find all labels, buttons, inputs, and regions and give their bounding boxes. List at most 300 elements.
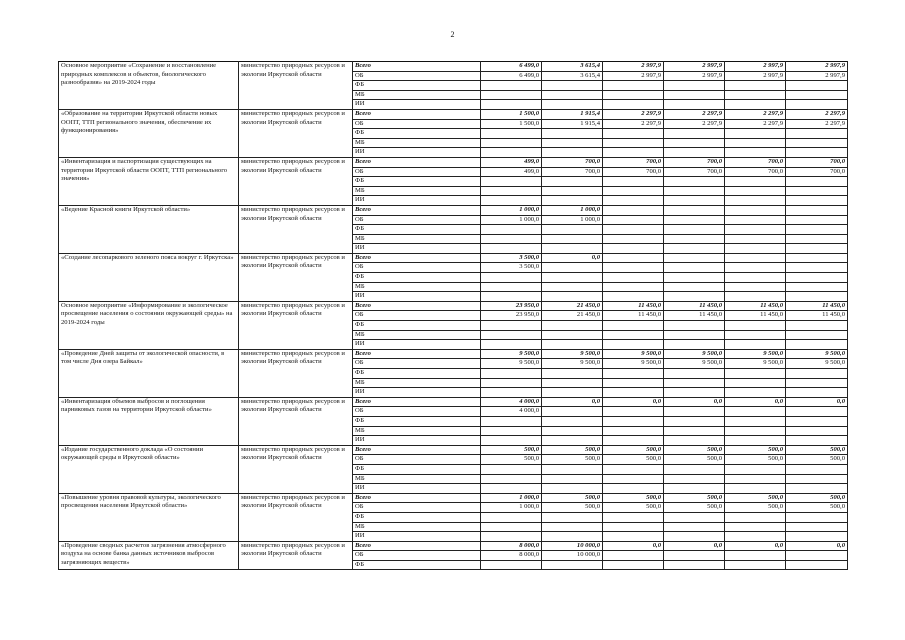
amount-cell: 500,0 <box>542 455 603 465</box>
measure-name: «Инвентаризация объемов выбросов и поглощения парниковых газов на территории Иркутской области» <box>59 397 239 445</box>
amount-cell <box>725 512 786 522</box>
amount-cell <box>603 148 664 158</box>
amount-cell <box>542 532 603 542</box>
funding-source: МБ <box>353 138 481 148</box>
amount-cell <box>542 560 603 570</box>
amount-cell <box>603 532 664 542</box>
funding-source: ОБ <box>353 311 481 321</box>
amount-cell <box>725 551 786 561</box>
amount-cell <box>725 407 786 417</box>
table-row <box>59 301 848 311</box>
amount-cell: 500,0 <box>725 493 786 503</box>
amount-cell: 0,0 <box>603 541 664 551</box>
funding-source: ИИ <box>353 100 481 110</box>
amount-cell: 0,0 <box>603 397 664 407</box>
table-row <box>59 397 848 407</box>
amount-cell: 700,0 <box>542 167 603 177</box>
amount-cell <box>786 244 848 254</box>
amount-cell <box>786 522 848 532</box>
table-row <box>59 349 848 359</box>
amount-cell <box>786 138 848 148</box>
amount-cell: 500,0 <box>664 445 725 455</box>
amount-cell <box>664 321 725 331</box>
table-row <box>59 493 848 503</box>
amount-cell: 0,0 <box>664 397 725 407</box>
amount-cell <box>603 426 664 436</box>
amount-cell <box>786 196 848 206</box>
funding-source: МБ <box>353 522 481 532</box>
amount-cell: 500,0 <box>786 445 848 455</box>
amount-cell <box>664 196 725 206</box>
amount-cell <box>725 244 786 254</box>
amount-cell <box>603 522 664 532</box>
amount-cell <box>725 436 786 446</box>
amount-cell: 2 297,9 <box>725 109 786 119</box>
amount-cell <box>603 330 664 340</box>
amount-cell <box>603 464 664 474</box>
amount-cell <box>664 90 725 100</box>
amount-cell: 500,0 <box>786 455 848 465</box>
funding-source: ОБ <box>353 455 481 465</box>
amount-cell: 2 997,9 <box>664 71 725 81</box>
executor-name: министерство природных ресурсов и экологии Иркутской области <box>239 493 353 541</box>
amount-cell: 500,0 <box>664 455 725 465</box>
amount-cell <box>481 273 542 283</box>
funding-source: ОБ <box>353 263 481 273</box>
funding-source: ФБ <box>353 81 481 91</box>
amount-cell <box>603 263 664 273</box>
amount-cell <box>481 464 542 474</box>
amount-cell <box>542 100 603 110</box>
amount-cell <box>725 560 786 570</box>
amount-cell: 10 000,0 <box>542 541 603 551</box>
amount-cell <box>481 234 542 244</box>
amount-cell <box>603 186 664 196</box>
funding-source: Всего <box>353 109 481 119</box>
amount-cell <box>603 436 664 446</box>
amount-cell <box>481 186 542 196</box>
amount-cell <box>786 177 848 187</box>
funding-source: Всего <box>353 62 481 72</box>
amount-cell <box>786 551 848 561</box>
amount-cell <box>603 244 664 254</box>
table-row <box>59 445 848 455</box>
amount-cell <box>542 484 603 494</box>
amount-cell <box>664 436 725 446</box>
amount-cell: 1 000,0 <box>481 503 542 513</box>
amount-cell: 500,0 <box>542 445 603 455</box>
amount-cell <box>481 436 542 446</box>
amount-cell: 2 997,9 <box>603 71 664 81</box>
amount-cell <box>603 196 664 206</box>
amount-cell: 700,0 <box>725 167 786 177</box>
amount-cell <box>664 282 725 292</box>
amount-cell <box>603 273 664 283</box>
amount-cell <box>603 484 664 494</box>
amount-cell <box>725 148 786 158</box>
amount-cell: 700,0 <box>786 167 848 177</box>
amount-cell: 2 997,9 <box>725 62 786 72</box>
amount-cell <box>542 273 603 283</box>
amount-cell <box>725 292 786 302</box>
amount-cell <box>786 321 848 331</box>
amount-cell <box>664 512 725 522</box>
executor-name: министерство природных ресурсов и экологии Иркутской области <box>239 301 353 349</box>
amount-cell: 2 997,9 <box>786 62 848 72</box>
amount-cell <box>603 321 664 331</box>
executor-name: министерство природных ресурсов и экологии Иркутской области <box>239 397 353 445</box>
executor-name: министерство природных ресурсов и экологии Иркутской области <box>239 109 353 157</box>
amount-cell: 500,0 <box>603 455 664 465</box>
amount-cell <box>481 148 542 158</box>
amount-cell <box>664 388 725 398</box>
amount-cell <box>786 484 848 494</box>
amount-cell <box>786 148 848 158</box>
amount-cell <box>725 129 786 139</box>
amount-cell <box>603 416 664 426</box>
amount-cell: 500,0 <box>603 445 664 455</box>
budget-table-body <box>59 62 848 570</box>
budget-table <box>58 61 848 570</box>
amount-cell: 0,0 <box>786 541 848 551</box>
amount-cell <box>786 100 848 110</box>
amount-cell: 2 297,9 <box>664 109 725 119</box>
amount-cell <box>603 215 664 225</box>
amount-cell: 8 000,0 <box>481 551 542 561</box>
amount-cell <box>481 330 542 340</box>
amount-cell <box>786 330 848 340</box>
amount-cell <box>664 129 725 139</box>
amount-cell: 700,0 <box>603 167 664 177</box>
amount-cell: 700,0 <box>664 167 725 177</box>
amount-cell <box>481 196 542 206</box>
amount-cell: 2 997,9 <box>603 62 664 72</box>
amount-cell <box>603 253 664 263</box>
executor-name: министерство природных ресурсов и экологии Иркутской области <box>239 541 353 570</box>
amount-cell <box>664 148 725 158</box>
amount-cell <box>481 484 542 494</box>
amount-cell <box>786 532 848 542</box>
funding-source: ИИ <box>353 436 481 446</box>
amount-cell: 9 500,0 <box>603 349 664 359</box>
amount-cell <box>542 474 603 484</box>
measure-name: «Проведение Дней защиты от экологической опасности, в том числе Дня озера Байкал» <box>59 349 239 397</box>
funding-source: ИИ <box>353 148 481 158</box>
amount-cell <box>786 225 848 235</box>
amount-cell <box>786 282 848 292</box>
funding-source: ФБ <box>353 321 481 331</box>
amount-cell: 500,0 <box>664 503 725 513</box>
amount-cell <box>542 464 603 474</box>
amount-cell <box>786 273 848 283</box>
amount-cell: 9 500,0 <box>664 359 725 369</box>
amount-cell: 500,0 <box>786 503 848 513</box>
funding-source: ФБ <box>353 560 481 570</box>
funding-source: ИИ <box>353 532 481 542</box>
funding-source: ФБ <box>353 273 481 283</box>
funding-source: Всего <box>353 301 481 311</box>
executor-name: министерство природных ресурсов и экологии Иркутской области <box>239 445 353 493</box>
amount-cell <box>603 292 664 302</box>
amount-cell: 10 000,0 <box>542 551 603 561</box>
amount-cell <box>725 177 786 187</box>
amount-cell <box>542 512 603 522</box>
amount-cell: 2 297,9 <box>786 119 848 129</box>
amount-cell: 11 450,0 <box>603 301 664 311</box>
amount-cell <box>786 186 848 196</box>
amount-cell: 3 615,4 <box>542 71 603 81</box>
amount-cell <box>542 138 603 148</box>
amount-cell: 1 000,0 <box>481 493 542 503</box>
amount-cell <box>481 416 542 426</box>
funding-source: ФБ <box>353 225 481 235</box>
amount-cell: 9 500,0 <box>542 349 603 359</box>
amount-cell: 0,0 <box>786 397 848 407</box>
amount-cell <box>542 234 603 244</box>
amount-cell <box>481 100 542 110</box>
amount-cell <box>664 177 725 187</box>
amount-cell: 500,0 <box>481 455 542 465</box>
page-number: 2 <box>450 30 455 39</box>
amount-cell <box>725 263 786 273</box>
amount-cell <box>481 321 542 331</box>
amount-cell: 21 450,0 <box>542 311 603 321</box>
funding-source: МБ <box>353 282 481 292</box>
amount-cell <box>481 474 542 484</box>
amount-cell <box>603 90 664 100</box>
amount-cell <box>786 340 848 350</box>
amount-cell: 700,0 <box>603 157 664 167</box>
funding-source: Всего <box>353 205 481 215</box>
amount-cell: 11 450,0 <box>664 311 725 321</box>
amount-cell: 700,0 <box>664 157 725 167</box>
amount-cell <box>725 225 786 235</box>
funding-source: МБ <box>353 234 481 244</box>
amount-cell <box>725 100 786 110</box>
amount-cell: 4 000,0 <box>481 397 542 407</box>
amount-cell: 9 500,0 <box>481 359 542 369</box>
amount-cell: 11 450,0 <box>603 311 664 321</box>
amount-cell: 11 450,0 <box>786 311 848 321</box>
amount-cell: 700,0 <box>786 157 848 167</box>
amount-cell <box>786 90 848 100</box>
amount-cell <box>786 129 848 139</box>
amount-cell: 1 000,0 <box>481 215 542 225</box>
amount-cell <box>481 532 542 542</box>
amount-cell: 0,0 <box>664 541 725 551</box>
amount-cell <box>786 436 848 446</box>
amount-cell <box>481 369 542 379</box>
amount-cell: 500,0 <box>664 493 725 503</box>
amount-cell <box>481 90 542 100</box>
funding-source: МБ <box>353 378 481 388</box>
amount-cell <box>542 407 603 417</box>
amount-cell: 500,0 <box>542 493 603 503</box>
amount-cell <box>725 321 786 331</box>
amount-cell <box>542 90 603 100</box>
amount-cell <box>664 407 725 417</box>
amount-cell: 9 500,0 <box>786 359 848 369</box>
amount-cell <box>786 369 848 379</box>
amount-cell <box>664 416 725 426</box>
amount-cell: 2 997,9 <box>786 71 848 81</box>
amount-cell <box>603 378 664 388</box>
amount-cell <box>786 407 848 417</box>
amount-cell <box>664 205 725 215</box>
amount-cell <box>603 138 664 148</box>
amount-cell <box>542 292 603 302</box>
amount-cell <box>725 464 786 474</box>
amount-cell: 2 297,9 <box>725 119 786 129</box>
amount-cell: 0,0 <box>725 541 786 551</box>
amount-cell <box>542 369 603 379</box>
measure-name: «Проведение сводных расчетов загрязнения атмосферного воздуха на основе банка данных источников выбросов загрязняющих веществ» <box>59 541 239 570</box>
amount-cell: 700,0 <box>725 157 786 167</box>
amount-cell: 500,0 <box>725 455 786 465</box>
amount-cell: 500,0 <box>603 503 664 513</box>
amount-cell <box>542 282 603 292</box>
amount-cell: 700,0 <box>542 157 603 167</box>
funding-source: ФБ <box>353 512 481 522</box>
amount-cell <box>481 512 542 522</box>
amount-cell <box>603 474 664 484</box>
amount-cell <box>542 378 603 388</box>
amount-cell <box>786 215 848 225</box>
funding-source: ИИ <box>353 292 481 302</box>
amount-cell: 500,0 <box>542 503 603 513</box>
amount-cell <box>481 138 542 148</box>
funding-source: ОБ <box>353 407 481 417</box>
amount-cell <box>725 186 786 196</box>
measure-name: «Образование на территории Иркутской области новых ООПТ, ТТП регионального значения, обеспечение их функционирования» <box>59 109 239 157</box>
table-row <box>59 62 848 72</box>
measure-name: «Повышение уровня правовой культуры, экологического просвещения населения Иркутской области» <box>59 493 239 541</box>
amount-cell <box>786 205 848 215</box>
amount-cell <box>603 81 664 91</box>
amount-cell: 0,0 <box>542 397 603 407</box>
amount-cell <box>725 90 786 100</box>
amount-cell: 3 500,0 <box>481 263 542 273</box>
amount-cell <box>542 321 603 331</box>
amount-cell: 1 500,0 <box>481 119 542 129</box>
amount-cell: 500,0 <box>603 493 664 503</box>
amount-cell <box>603 388 664 398</box>
amount-cell: 9 500,0 <box>725 359 786 369</box>
amount-cell <box>481 340 542 350</box>
amount-cell <box>664 273 725 283</box>
funding-source: Всего <box>353 349 481 359</box>
funding-source: ОБ <box>353 167 481 177</box>
amount-cell: 9 500,0 <box>786 349 848 359</box>
amount-cell <box>542 129 603 139</box>
amount-cell: 1 000,0 <box>542 215 603 225</box>
funding-source: ОБ <box>353 359 481 369</box>
amount-cell <box>725 215 786 225</box>
amount-cell <box>481 426 542 436</box>
funding-source: ФБ <box>353 464 481 474</box>
funding-source: Всего <box>353 541 481 551</box>
amount-cell <box>786 464 848 474</box>
funding-source: ИИ <box>353 244 481 254</box>
funding-source: ИИ <box>353 196 481 206</box>
executor-name: министерство природных ресурсов и экологии Иркутской области <box>239 62 353 110</box>
amount-cell: 2 997,9 <box>725 71 786 81</box>
amount-cell <box>542 426 603 436</box>
amount-cell: 0,0 <box>542 253 603 263</box>
amount-cell <box>542 330 603 340</box>
amount-cell: 2 297,9 <box>603 119 664 129</box>
amount-cell <box>664 253 725 263</box>
amount-cell <box>664 263 725 273</box>
amount-cell <box>481 244 542 254</box>
amount-cell <box>664 378 725 388</box>
amount-cell <box>603 560 664 570</box>
amount-cell: 1 915,4 <box>542 109 603 119</box>
amount-cell: 1 915,4 <box>542 119 603 129</box>
amount-cell <box>664 560 725 570</box>
amount-cell <box>542 340 603 350</box>
amount-cell <box>725 484 786 494</box>
amount-cell <box>542 177 603 187</box>
amount-cell <box>542 81 603 91</box>
funding-source: ИИ <box>353 484 481 494</box>
amount-cell <box>603 234 664 244</box>
amount-cell <box>542 148 603 158</box>
amount-cell <box>603 177 664 187</box>
amount-cell <box>603 282 664 292</box>
amount-cell <box>664 138 725 148</box>
amount-cell: 23 950,0 <box>481 301 542 311</box>
amount-cell <box>481 129 542 139</box>
amount-cell <box>725 369 786 379</box>
funding-source: ФБ <box>353 416 481 426</box>
amount-cell: 1 000,0 <box>481 205 542 215</box>
table-row <box>59 157 848 167</box>
amount-cell <box>664 292 725 302</box>
amount-cell <box>481 378 542 388</box>
amount-cell <box>603 225 664 235</box>
amount-cell <box>481 292 542 302</box>
funding-source: ФБ <box>353 177 481 187</box>
amount-cell: 11 450,0 <box>664 301 725 311</box>
amount-cell: 3 615,4 <box>542 62 603 72</box>
amount-cell <box>664 340 725 350</box>
funding-source: ОБ <box>353 119 481 129</box>
amount-cell <box>786 426 848 436</box>
amount-cell: 9 500,0 <box>664 349 725 359</box>
amount-cell <box>664 522 725 532</box>
table-row <box>59 253 848 263</box>
funding-source: ИИ <box>353 388 481 398</box>
amount-cell <box>786 560 848 570</box>
amount-cell <box>725 282 786 292</box>
amount-cell <box>786 292 848 302</box>
amount-cell <box>664 225 725 235</box>
amount-cell <box>725 273 786 283</box>
amount-cell: 500,0 <box>725 503 786 513</box>
funding-source: МБ <box>353 90 481 100</box>
amount-cell <box>603 100 664 110</box>
funding-source: МБ <box>353 186 481 196</box>
amount-cell <box>725 330 786 340</box>
amount-cell <box>542 416 603 426</box>
amount-cell <box>725 388 786 398</box>
amount-cell: 8 000,0 <box>481 541 542 551</box>
amount-cell <box>603 512 664 522</box>
amount-cell <box>603 551 664 561</box>
amount-cell: 3 500,0 <box>481 253 542 263</box>
amount-cell <box>725 81 786 91</box>
